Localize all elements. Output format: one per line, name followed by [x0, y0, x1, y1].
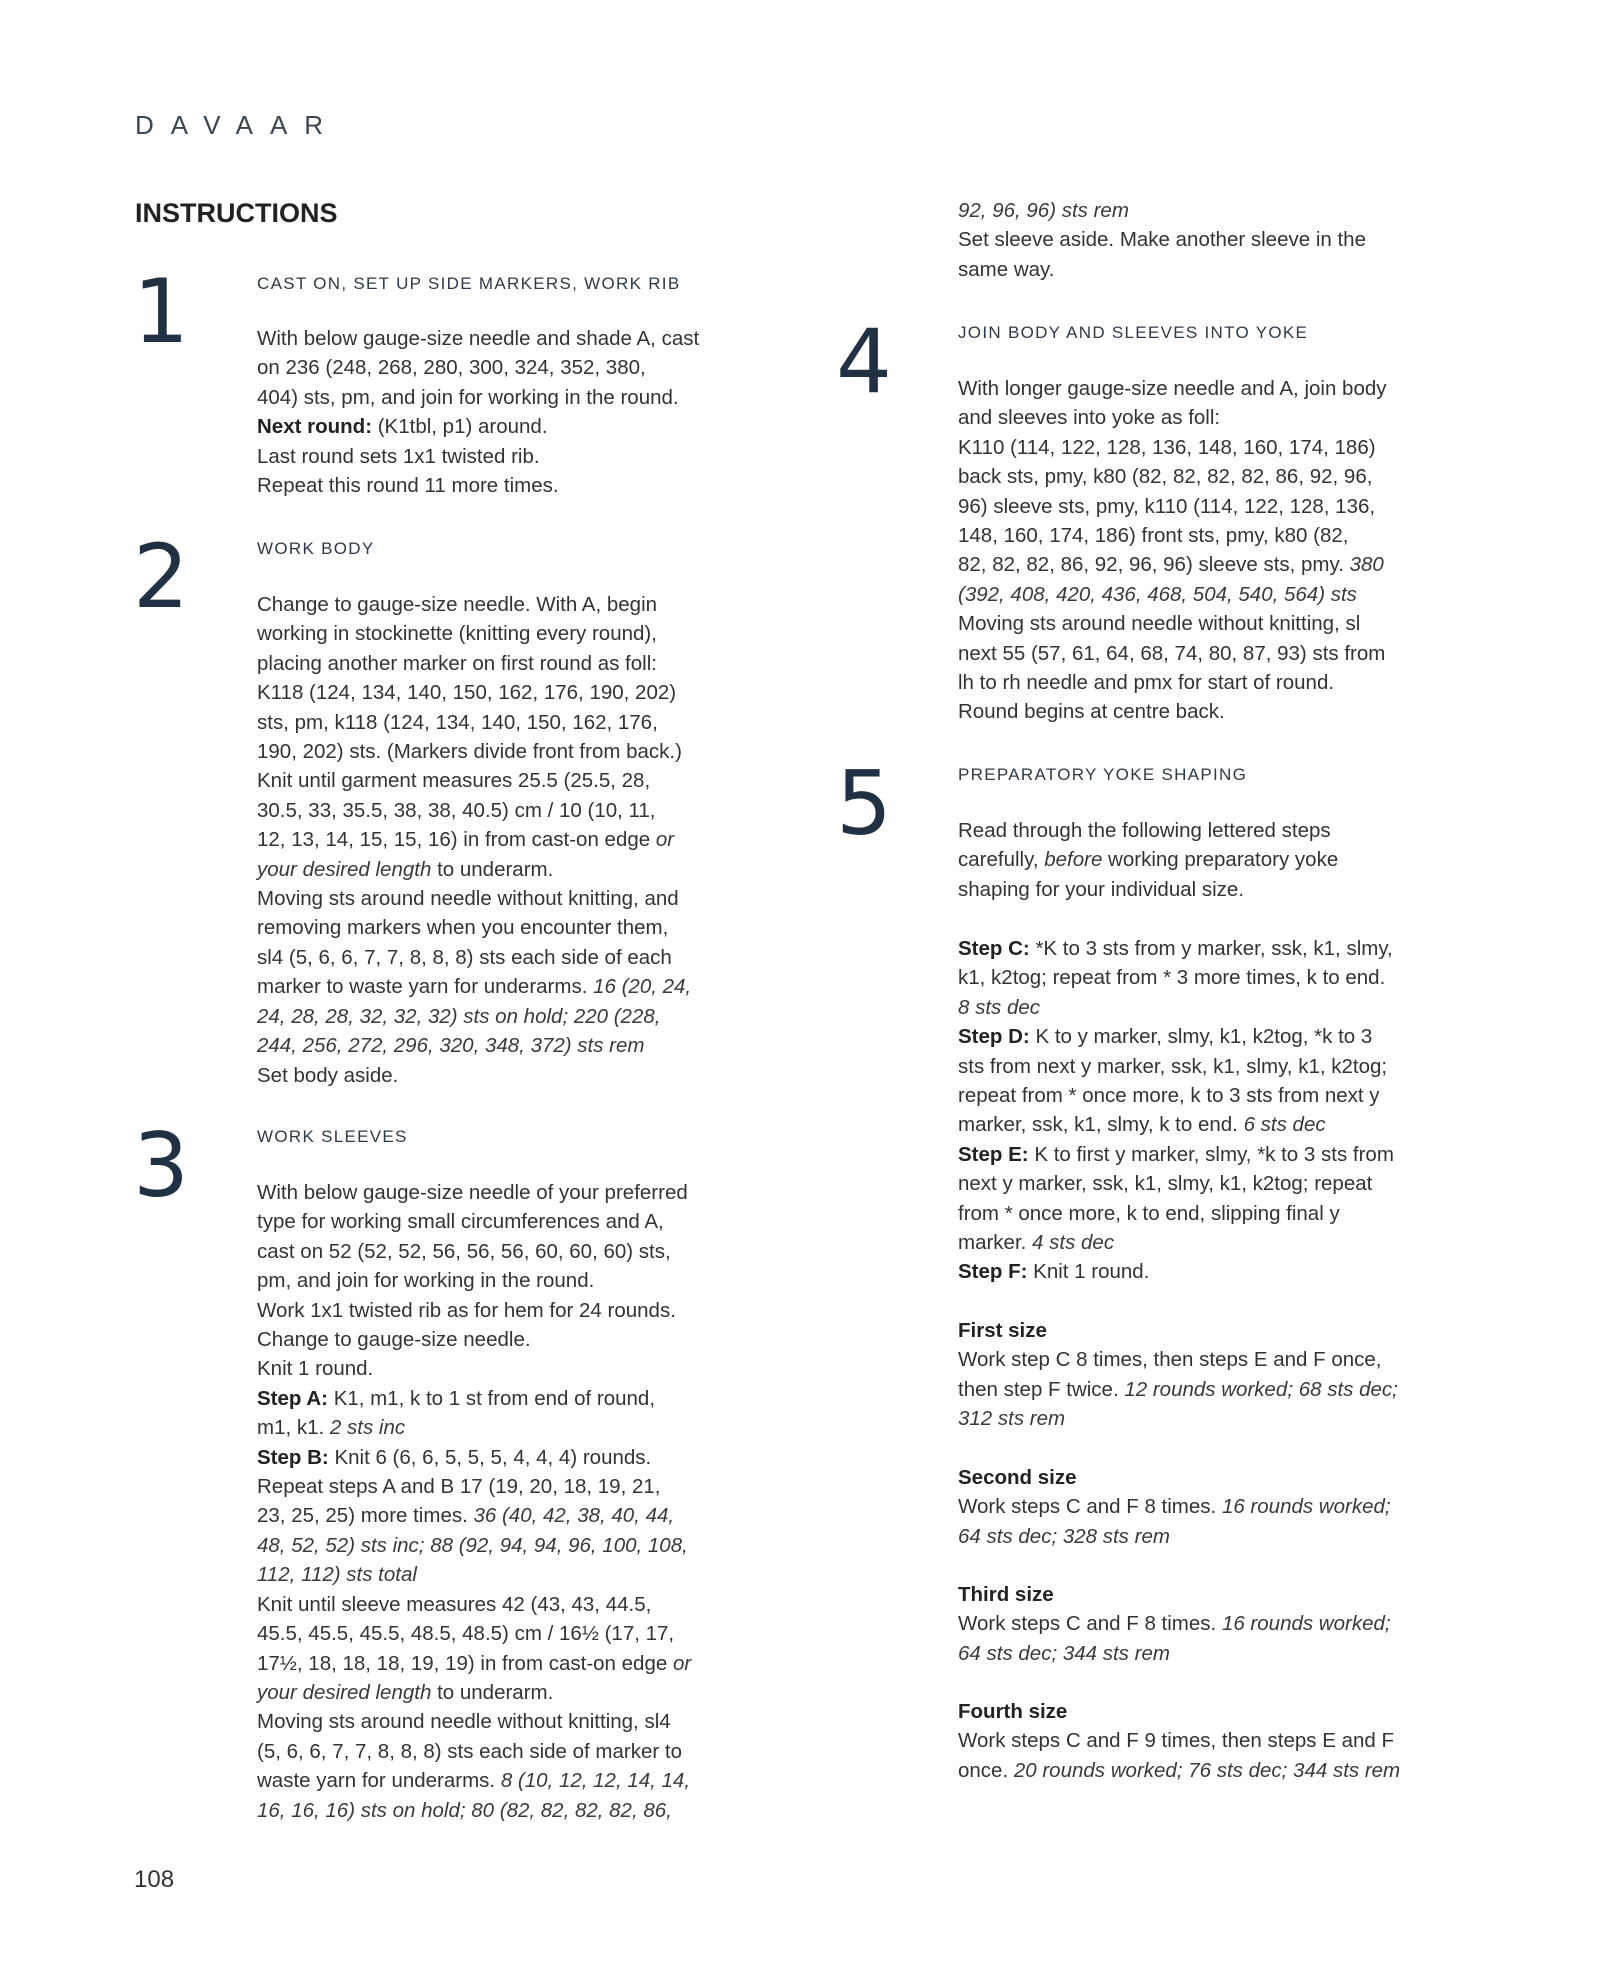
step-number-5: 5 — [836, 752, 892, 855]
step-number-1: 1 — [133, 260, 189, 363]
step-5-intro-text: Read through the following lettered steps carefully, before working preparatory yoke shaping for your individual size. — [958, 819, 1339, 901]
step-4-text: With longer gauge-size needle and A, join body and sleeves into yoke as foll: K110 (114, 122, 128, 136, 148, 160, 174, 186) back sts, pmy, k80 (82, 82, 82, 82, 86, 92, 96, 96) sleeve sts, pmy, k110 (114, 122, 128, 136, 148, 160, 174, 186) front sts, pmy, k80 (82, 82, 82, 82, 86, 92, 96, 96) sleeve sts, pmy. 380 (392, 408, 420, 436, 468, 504, 540, 564) sts Moving sts around needle without knitting, sl next 55 (57, 61, 64, 68, 74, 80, 87, 93) sts from lh to rh needle and pmx for start of round. Round begins at centre back. — [958, 377, 1387, 724]
step-4-heading: JOIN BODY AND SLEEVES INTO YOKE — [958, 323, 1309, 342]
step-2-heading: WORK BODY — [257, 539, 375, 558]
page-number: 108 — [134, 1866, 175, 1893]
step-2-text: Change to gauge-size needle. With A, begin working in stockinette (knitting every round), placing another marker on first round as foll: K118 (124, 134, 140, 150, 162, 176, 190, 202) sts, pm, k118 (124, 134, 140, 150, 162, 176, 190, 202) sts. (Markers divide front from back.) Knit until garment measures 25.5 (25.5, 28, 30.5, 33, 35.5, 38, 38, 40.5) cm / 10 (10, 11, 12, 13, 14, 15, 15, 16) in from cast-on edge or your desired length to underarm. Moving sts around needle without knitting, and removing markers when you encounter them, sl4 (5, 6, 6, 7, 7, 8, 8, 8) sts each side of each marker to waste yarn for underarms. 16 (20, 24, 24, 28, 28, 32, 32, 32) sts on hold; 220 (228, 244, 256, 272, 296, 320, 348, 372) sts rem Set body aside. — [257, 593, 692, 1087]
step-3-continued-text: 92, 96, 96) sts rem Set sleeve aside. Make another sleeve in the same way. — [958, 199, 1366, 281]
step-number-3: 3 — [133, 1114, 189, 1217]
step-3-text: With below gauge-size needle of your preferred type for working small circumferences and A, cast on 52 (52, 52, 56, 56, 56, 60, 60, 60) sts, pm, and join for working in the round. Work 1x1 twisted rib as for hem for 24 rounds. Change to gauge-size needle. Knit 1 round. Step A: K1, m1, k to 1 st from end of round, m1, k1. 2 sts inc Step B: Knit 6 (6, 6, 5, 5, 5, 4, 4, 4) rounds. Repeat steps A and B 17 (19, 20, 18, 19, 21, 23, 25, 25) more times. 36 (40, 42, 38, 40, 44, 48, 52, 52) sts inc; 88 (92, 94, 94, 96, 100, 108, 112, 112) sts total Knit until sleeve measures 42 (43, 43, 44.5, 45.5, 45.5, 45.5, 48.5, 48.5) cm / 16½ (17, 17, 17½, 18, 18, 18, 19, 19) in from cast-on edge or your desired length to underarm. Moving sts around needle without knitting, sl4 (5, 6, 6, 7, 7, 8, 8, 8) sts each side of marker to waste yarn for underarms. 8 (10, 12, 12, 14, 14, 16, 16, 16) sts on hold; 80 (82, 82, 82, 82, 86, — [257, 1181, 692, 1822]
step-3-heading: WORK SLEEVES — [257, 1127, 408, 1146]
step-5-heading: PREPARATORY YOKE SHAPING — [958, 765, 1248, 784]
section-title: INSTRUCTIONS — [135, 198, 338, 228]
step-5-lettered-steps: Step C: *K to 3 sts from y marker, ssk, k1, slmy, k1, k2tog; repeat from * 3 more times, k to end. 8 sts dec Step D: K to y marker, slmy, k1, k2tog, *k to 3 sts from next y marker, ssk, k1, slmy, k1, k2tog; repeat from * once more, k to 3 sts from next y marker, ssk, k1, slmy, k to end. 6 sts dec Step E: K to first y marker, slmy, *k to 3 sts from next y marker, ssk, k1, slmy, k1, k2tog; repeat from * once more, k to end, slipping final y marker. 4 sts dec Step F: Knit 1 round. — [958, 937, 1394, 1284]
third-size-block: Third size Work steps C and F 8 times. 16 rounds worked; 64 sts dec; 344 sts rem — [958, 1583, 1391, 1665]
step-number-4: 4 — [836, 310, 892, 413]
step-number-2: 2 — [133, 525, 189, 628]
step-1-text: With below gauge-size needle and shade A, cast on 236 (248, 268, 280, 300, 324, 352, 380, 404) sts, pm, and join for working in the round. Next round: (K1tbl, p1) around. Last round sets 1x1 twisted rib. Repeat this round 11 more times. — [257, 327, 700, 498]
page-header-title: DAVAAR — [135, 110, 341, 140]
step-1-heading: CAST ON, SET UP SIDE MARKERS, WORK RIB — [257, 274, 681, 293]
first-size-block: First size Work step C 8 times, then steps E and F once, then step F twice. 12 rounds worked; 68 sts dec; 312 sts rem — [958, 1319, 1398, 1431]
fourth-size-block: Fourth size Work steps C and F 9 times, then steps E and F once. 20 rounds worked; 76 sts dec; 344 sts rem — [958, 1700, 1401, 1782]
second-size-block: Second size Work steps C and F 8 times. 16 rounds worked; 64 sts dec; 328 sts rem — [958, 1466, 1391, 1548]
